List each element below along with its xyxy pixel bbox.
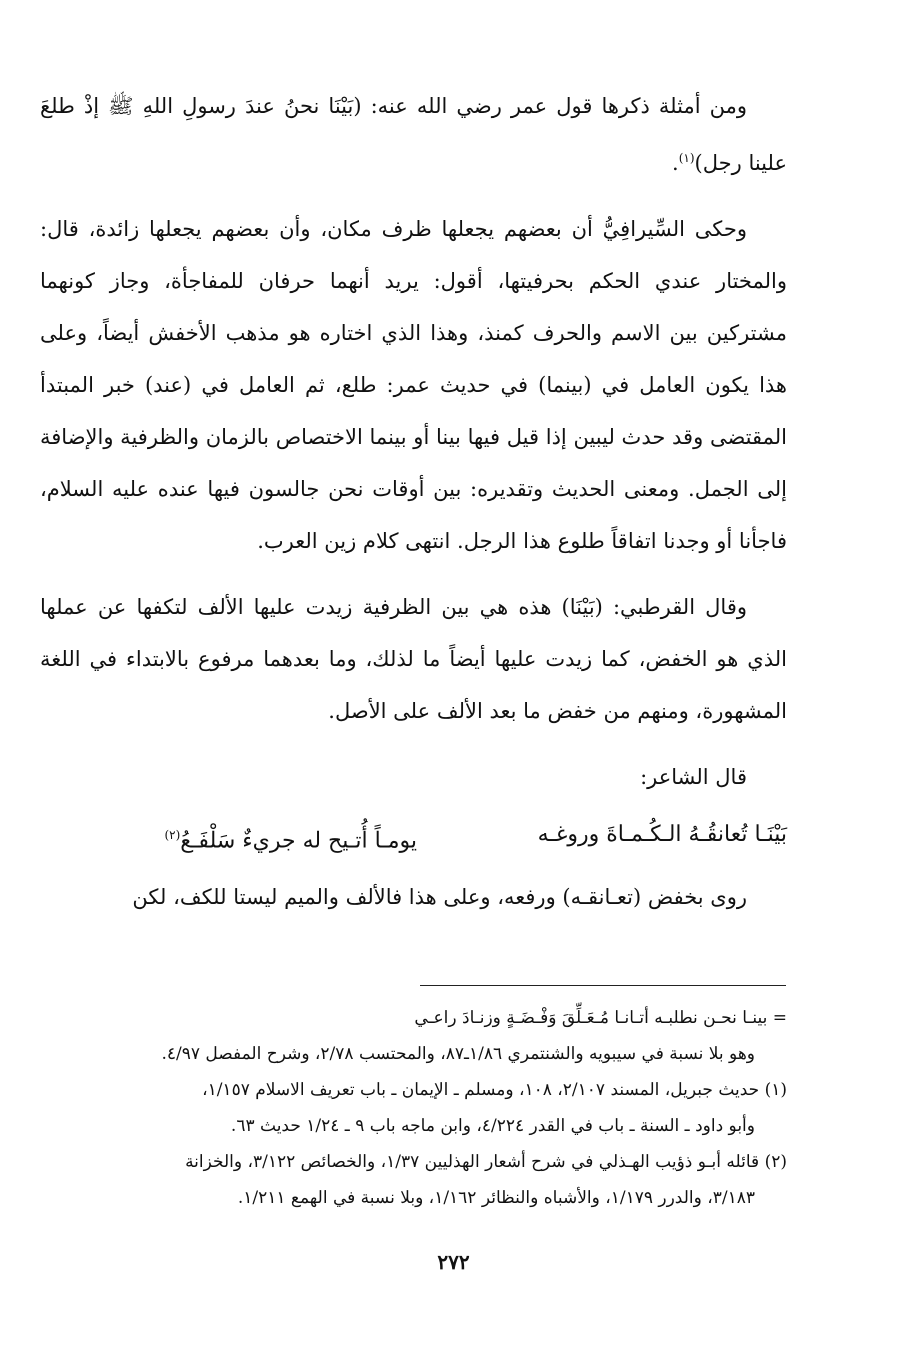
main-text <box>40 80 787 937</box>
footnote-divider <box>420 985 786 986</box>
paragraph-sirafi: وحكى السِّيرافِيُّ أن بعضهم يجعلها ظرف مكان، وأن بعضهم يجعلها زائدة، قال: والمختار عندي الحكم بحرفيتها، أقول: يريد أنهما حرفان للمفاجأة، وجاز كونهما مشتركين بين الاسم والحرف كمنذ، وهذا الذي اختاره هو مذهب الأخفش أيضاً، وعلى هذا يكون العامل في (بينما) في حديث عمر: طلع، ثم العامل في (عند) خبر المبتدأ المقتضى وقد حدث ليبين إذا قيل فيها بينا أو بينما الاختصاص بالزمان والظرفية والإضافة إلى الجمل. ومعنى الحديث وتقديره: بين أوقات نحن جالسون فيها عنده عليه السلام، فاجأنا أو وجدنا اتفاقاً طلوع هذا الرجل. انتهى كلام زين العرب. <box>40 217 787 553</box>
paragraph-text: ومن أمثلة ذكرها قول عمر رضي الله عنه: (بَيْنَا نحنُ عندَ رسولِ اللهِ ﷺ إذْ طلعَ علينا رجل) <box>40 94 787 175</box>
footnote-marker-1: (١) <box>678 151 695 165</box>
verse-hemistich-first: بَيْنَـا تُعانقُـهُ الـكُـمـاةَ وروغـه <box>537 822 787 847</box>
footnote-line: (١) حديث جبريل، المسند ٢/١٠٧، ١٠٨، ومسلم ـ الإيمان ـ باب تعريف الاسلام ١/١٥٧، <box>202 1080 787 1100</box>
verse-hemistich-second-text: يومـاً أُتـيح له جريءٌ سَلْفَـعُ <box>180 828 417 854</box>
footnote-marker-2: (٢) <box>164 828 181 842</box>
footnote-line: وأبو داود ـ السنة ـ باب في القدر ٤/٢٢٤، وابن ماجه باب ٩ ـ ١/٢٤ حديث ٦٣. <box>230 1116 755 1136</box>
footnote-line: (٢) قائله أبـو ذؤيب الهـذلي في شرح أشعار الهذليين ١/٣٧، والخصائص ٣/١٢٢، والخزانة <box>185 1152 787 1172</box>
paragraph-qurtubi: وقال القرطبي: (بَيْنَا) هذه هي بين الظرفية زيدت عليها الألف لتكفها عن عملها الذي هو الخفض، كما زيدت عليها أيضاً ما لذلك، وما بعدهما مرفوع بالابتداء في اللغة المشهورة، ومنهم من خفض ما بعد الألف على الأصل. <box>40 595 787 723</box>
footnote-line: = بينـا نحـن نطلبـه أتـانـا مُـعَـلِّقَ وَفْـضَـةٍ وزنـادَ راعـي <box>414 1008 787 1028</box>
last-line: روى بخفض (تعـانقـه) ورفعه، وعلى هذا فالألف والميم ليستا للكف، لكن <box>132 885 747 909</box>
verse-line <box>40 809 787 861</box>
footnote-line: وهو بلا نسبة في سيبويه والشنتمري ١/٨٦ـ٨٧، والمحتسب ٢/٧٨، وشرح المفصل ٤/٩٧. <box>161 1044 755 1064</box>
poet-label: قال الشاعر: <box>640 765 747 789</box>
page-number: ٢٧٢ <box>437 1250 470 1274</box>
footnote-line: ٣/١٨٣، والدرر ١/١٧٩، والأشباه والنظائر ١/١٦٢، وبلا نسبة في الهمع ١/٢١١. <box>237 1188 755 1208</box>
verse-hemistich-second <box>164 809 417 867</box>
paragraph-omar-hadith: ومن أمثلة ذكرها قول عمر رضي الله عنه: (بَيْنَا نحنُ عندَ رسولِ اللهِ ﷺ إذْ طلعَ علينا رجل)$^{(١)}$. <box>40 94 787 175</box>
footnotes <box>40 1000 787 1216</box>
